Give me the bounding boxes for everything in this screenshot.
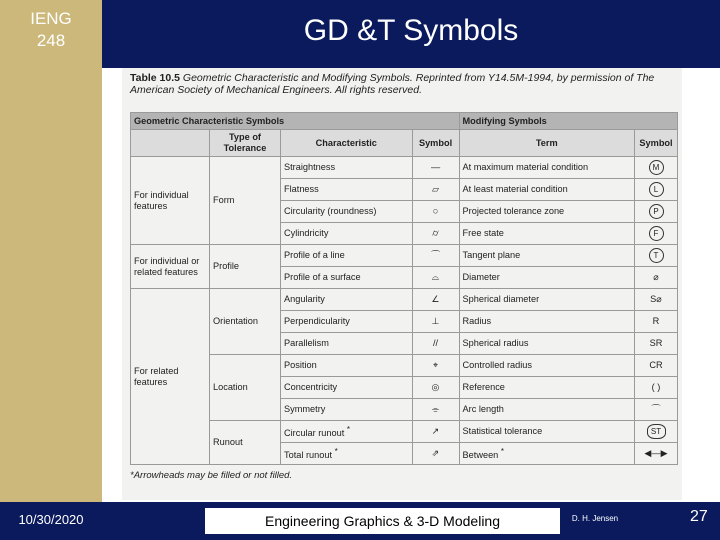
type-form: Form [210, 157, 281, 245]
characteristic-cell: Concentricity [281, 377, 413, 399]
diameter-icon: ⌀ [635, 267, 678, 289]
term-cell: At maximum material condition [459, 157, 634, 179]
footnote: *Arrowheads may be filled or not filled. [130, 470, 293, 481]
caption-text: Geometric Characteristic and Modifying Symbols. Reprinted from Y14.5M-1994, by permission of The American Society of Mechanical Engineers. All rights reserved. [130, 72, 655, 96]
characteristic-cell [281, 421, 413, 443]
tangent-plane-icon: T [649, 248, 664, 263]
characteristic-cell: Cylindricity [281, 223, 413, 245]
term-text: Between [462, 450, 499, 461]
term-cell: Free state [459, 223, 634, 245]
group-individual-or-related: For individual or related features [131, 245, 210, 289]
group-related: For related features [131, 289, 210, 465]
characteristic-cell: Angularity [281, 289, 413, 311]
radius-icon: R [635, 311, 678, 333]
term-cell: Diameter [459, 267, 634, 289]
col-type: Type of Tolerance [210, 130, 281, 157]
table-row [131, 355, 678, 377]
type-location: Location [210, 355, 281, 421]
spherical-diameter-icon: S⌀ [635, 289, 678, 311]
footer-date: 10/30/2020 [18, 512, 84, 527]
characteristic-cell: Flatness [281, 179, 413, 201]
footer-author: D. H. Jensen [571, 514, 619, 523]
between-icon: ◀—▶ [635, 443, 678, 465]
cylindricity-icon: ⌭ [412, 223, 459, 245]
term-cell: Reference [459, 377, 634, 399]
gdt-symbols-table [130, 112, 678, 465]
term-cell: Spherical radius [459, 333, 634, 355]
col-characteristic: Characteristic [281, 130, 413, 157]
perpendicularity-icon: ⊥ [412, 311, 459, 333]
concentricity-icon: ◎ [412, 377, 459, 399]
footer-course-title: Engineering Graphics & 3-D Modeling [205, 508, 560, 534]
flatness-icon: ▱ [412, 179, 459, 201]
col-term: Term [459, 130, 634, 157]
profile-line-icon: ⌒ [412, 245, 459, 267]
geo-header: Geometric Characteristic Symbols [131, 113, 460, 130]
type-profile: Profile [210, 245, 281, 289]
characteristic-cell [281, 443, 413, 465]
characteristic-cell: Circularity (roundness) [281, 201, 413, 223]
caption-label: Table 10.5 [130, 72, 180, 84]
term-cell: At least material condition [459, 179, 634, 201]
circularity-icon: ○ [412, 201, 459, 223]
asterisk-mark: * [346, 424, 350, 434]
straightness-icon: — [412, 157, 459, 179]
col-application [131, 130, 210, 157]
characteristic-text: Circular runout [284, 428, 345, 439]
asterisk-mark: * [334, 446, 338, 456]
characteristic-cell: Perpendicularity [281, 311, 413, 333]
term-cell: Statistical tolerance [459, 421, 634, 443]
spherical-radius-icon: SR [635, 333, 678, 355]
characteristic-text: Total runout [284, 450, 333, 461]
asterisk-mark: * [500, 446, 504, 456]
col-symbol: Symbol [412, 130, 459, 157]
course-line2: 248 [36, 31, 66, 50]
total-runout-icon: ⇗ [412, 443, 459, 465]
type-runout: Runout [210, 421, 281, 465]
term-cell: Projected tolerance zone [459, 201, 634, 223]
characteristic-cell: Profile of a line [281, 245, 413, 267]
table-row [131, 421, 678, 443]
footer-bar [0, 502, 720, 540]
term-cell: Arc length [459, 399, 634, 421]
angularity-icon: ∠ [412, 289, 459, 311]
lmc-icon: L [649, 182, 664, 197]
free-state-icon: F [649, 226, 664, 241]
term-cell: Controlled radius [459, 355, 634, 377]
sidebar [0, 0, 102, 540]
symmetry-icon: ⌯ [412, 399, 459, 421]
table-row [131, 157, 678, 179]
characteristic-cell: Position [281, 355, 413, 377]
term-cell: Radius [459, 311, 634, 333]
position-icon: ⌖ [412, 355, 459, 377]
circular-runout-icon: ↗ [412, 421, 459, 443]
table-row [131, 289, 678, 311]
group-individual: For individual features [131, 157, 210, 245]
characteristic-cell: Straightness [281, 157, 413, 179]
arc-length-icon: ⌒ [635, 399, 678, 421]
slide-title: GD &T Symbols [303, 14, 519, 47]
term-cell: Spherical diameter [459, 289, 634, 311]
projected-zone-icon: P [649, 204, 664, 219]
controlled-radius-icon: CR [635, 355, 678, 377]
page-number: 27 [690, 508, 708, 525]
col-mod-symbol: Symbol [635, 130, 678, 157]
scanned-table-image [122, 68, 682, 500]
term-cell: Tangent plane [459, 245, 634, 267]
term-cell [459, 443, 634, 465]
table-row [131, 245, 678, 267]
parallelism-icon: // [412, 333, 459, 355]
mmc-icon: M [649, 160, 664, 175]
characteristic-cell: Symmetry [281, 399, 413, 421]
course-label [0, 8, 102, 52]
type-orientation: Orientation [210, 289, 281, 355]
characteristic-cell: Parallelism [281, 333, 413, 355]
characteristic-cell: Profile of a surface [281, 267, 413, 289]
course-line1: IENG [30, 9, 72, 28]
reference-icon: ( ) [635, 377, 678, 399]
mod-header: Modifying Symbols [459, 113, 677, 130]
statistical-tolerance-icon: ST [647, 424, 666, 439]
profile-surface-icon: ⌓ [412, 267, 459, 289]
table-caption [130, 72, 678, 96]
